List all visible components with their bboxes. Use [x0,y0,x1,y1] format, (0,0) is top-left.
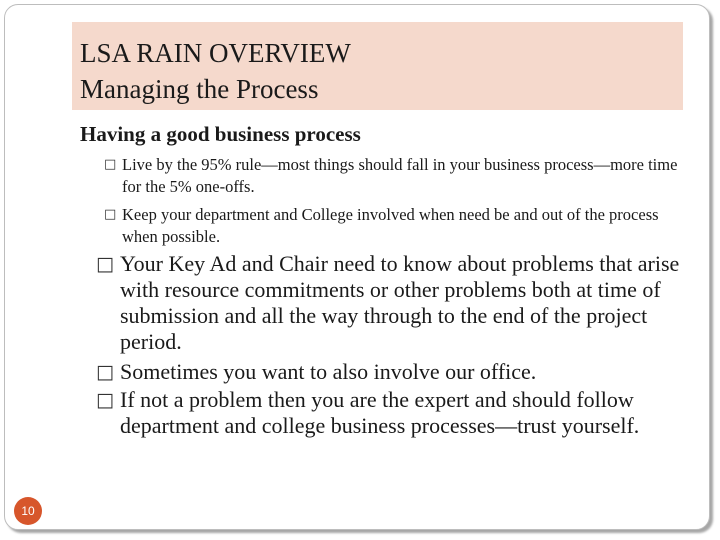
checkbox-bullet-icon: □ [104,157,117,172]
section-heading: Having a good business process [80,122,361,146]
checkbox-bullet-icon: □ [96,389,114,411]
main-bullet-text: Sometimes you want to also involve our office. [120,359,537,384]
sub-bullet-text: Live by the 95% rule—most things should fall in your business process—more time for the 5% one-offs. [122,155,678,196]
page-number-badge: 10 [14,497,42,525]
main-bullet-text: If not a problem then you are the expert and should follow department and college business processes—trust yourself. [120,387,640,438]
main-bullet-text: Your Key Ad and Chair need to know about problems that arise with resource commitments or other problems both at time of submission and all the way through to the end of the project period. [120,251,680,354]
checkbox-bullet-icon: □ [96,253,114,275]
sub-bullet-text: Keep your department and College involved when need be and out of the process when possible. [122,205,659,246]
checkbox-bullet-icon: □ [96,361,114,383]
slide-title: LSA RAIN OVERVIEW [80,38,351,68]
checkbox-bullet-icon: □ [104,207,117,222]
slide-subtitle: Managing the Process [80,74,319,104]
